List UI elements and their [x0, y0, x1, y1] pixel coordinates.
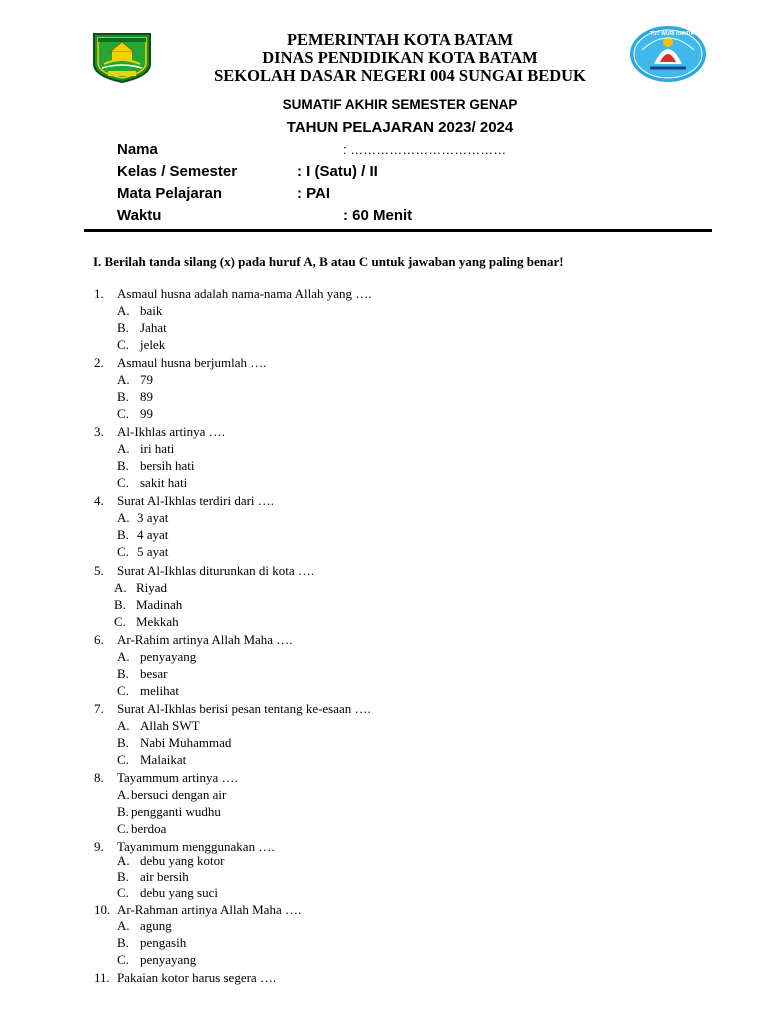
question-text: Ar-Rahim artinya Allah Maha ….: [117, 632, 293, 647]
info-label-name: Nama: [117, 141, 158, 158]
option-letter[interactable]: B.: [117, 735, 129, 750]
question-number: 10.: [94, 902, 111, 917]
info-label-subject: Mata Pelajaran: [117, 185, 223, 202]
option-letter[interactable]: B.: [117, 527, 129, 542]
info-label-class: Kelas / Semester: [117, 163, 238, 180]
option-letter[interactable]: B.: [117, 935, 129, 950]
option-letter[interactable]: C.: [117, 544, 129, 559]
info-value-name: : ………………………………: [343, 142, 507, 157]
option-text: 4 ayat: [137, 527, 169, 542]
question-text: Al-Ikhlas artinya ….: [117, 424, 225, 439]
option-letter[interactable]: C.: [117, 952, 129, 967]
option-text: debu yang kotor: [140, 853, 225, 868]
option-letter[interactable]: A.: [117, 787, 130, 802]
header-line-3: SEKOLAH DASAR NEGERI 004 SUNGAI BEDUK: [214, 66, 586, 85]
option-letter[interactable]: C.: [117, 475, 129, 490]
option-letter[interactable]: A.: [117, 441, 130, 456]
question-text: Tayammum menggunakan ….: [117, 839, 275, 854]
header-line-1: PEMERINTAH KOTA BATAM: [286, 30, 514, 49]
info-value-class: : I (Satu) / II: [297, 163, 378, 180]
option-text: besar: [140, 666, 168, 681]
option-text: Allah SWT: [140, 718, 200, 733]
option-text: baik: [140, 303, 163, 318]
option-text: debu yang suci: [140, 885, 218, 900]
option-letter[interactable]: C.: [117, 821, 129, 836]
option-letter[interactable]: B.: [117, 458, 129, 473]
option-letter[interactable]: B.: [114, 597, 126, 612]
instruction-text: I. Berilah tanda silang (x) pada huruf A, B atau C untuk jawaban yang paling benar!: [93, 254, 564, 269]
option-letter[interactable]: C.: [117, 337, 129, 352]
info-value-time: : 60 Menit: [343, 207, 413, 224]
question-text: Asmaul husna adalah nama-nama Allah yang ….: [117, 286, 372, 301]
question-text: Surat Al-Ikhlas diturunkan di kota ….: [117, 563, 315, 578]
option-text: air bersih: [140, 869, 189, 884]
option-text: sakit hati: [140, 475, 188, 490]
option-letter[interactable]: C.: [117, 885, 129, 900]
option-letter[interactable]: A.: [117, 372, 130, 387]
option-letter[interactable]: A.: [117, 510, 130, 525]
option-text: Madinah: [136, 597, 183, 612]
exam-year: TAHUN PELAJARAN 2023/ 2024: [286, 119, 514, 136]
option-letter[interactable]: A.: [117, 718, 130, 733]
question-number: 6.: [94, 632, 104, 647]
question-number: 9.: [94, 839, 104, 854]
option-letter[interactable]: B.: [117, 389, 129, 404]
option-letter[interactable]: A.: [117, 303, 130, 318]
option-text: pengganti wudhu: [131, 804, 221, 819]
option-text: melihat: [140, 683, 179, 698]
question-text: Surat Al-Ikhlas terdiri dari ….: [117, 493, 275, 508]
option-text: penyayang: [140, 649, 197, 664]
option-text: jelek: [140, 337, 166, 352]
option-text: pengasih: [140, 935, 187, 950]
question-number: 3.: [94, 424, 104, 439]
option-text: Jahat: [140, 320, 167, 335]
option-text: Malaikat: [140, 752, 187, 767]
option-letter[interactable]: A.: [114, 580, 127, 595]
option-letter[interactable]: A.: [117, 853, 130, 868]
info-value-subject: : PAI: [297, 185, 331, 202]
option-letter[interactable]: B.: [117, 666, 129, 681]
option-letter[interactable]: A.: [117, 649, 130, 664]
header-divider: [84, 229, 712, 232]
option-letter[interactable]: B.: [117, 869, 129, 884]
option-text: iri hati: [140, 441, 175, 456]
question-text: Asmaul husna berjumlah ….: [117, 355, 267, 370]
option-text: berdoa: [131, 821, 167, 836]
option-text: 5 ayat: [137, 544, 169, 559]
option-text: 89: [140, 389, 153, 404]
question-number: 4.: [94, 493, 104, 508]
option-letter[interactable]: A.: [117, 918, 130, 933]
question-number: 1.: [94, 286, 104, 301]
info-label-time: Waktu: [117, 207, 162, 224]
option-text: bersih hati: [140, 458, 195, 473]
option-letter[interactable]: C.: [117, 406, 129, 421]
option-text: 3 ayat: [137, 510, 169, 525]
question-text: Tayammum artinya ….: [117, 770, 238, 785]
option-letter[interactable]: C.: [117, 683, 129, 698]
option-text: bersuci dengan air: [131, 787, 227, 802]
option-text: Nabi Muhammad: [140, 735, 232, 750]
question-number: 5.: [94, 563, 104, 578]
question-number: 11.: [94, 970, 110, 985]
question-number: 8.: [94, 770, 104, 785]
question-text: Ar-Rahman artinya Allah Maha ….: [117, 902, 302, 917]
emblem-motto-label: TUT WURI HANDAYANI: [650, 31, 705, 37]
option-text: Mekkah: [136, 614, 179, 629]
option-text: agung: [140, 918, 172, 933]
option-text: 79: [140, 372, 153, 387]
question-text: Pakaian kotor harus segera ….: [117, 970, 277, 985]
option-text: 99: [140, 406, 153, 421]
option-letter[interactable]: C.: [114, 614, 126, 629]
exam-title: [150, 97, 650, 112]
option-letter[interactable]: B.: [117, 804, 129, 819]
option-text: penyayang: [140, 952, 197, 967]
header-line-2: DINAS PENDIDIKAN KOTA BATAM: [262, 48, 538, 67]
option-text: Riyad: [136, 580, 168, 595]
exam-title-text: SUMATIF AKHIR SEMESTER GENAP: [282, 97, 518, 112]
question-number: 2.: [94, 355, 104, 370]
question-text: Surat Al-Ikhlas berisi pesan tentang ke-esaan ….: [117, 701, 371, 716]
question-number: 7.: [94, 701, 104, 716]
option-letter[interactable]: C.: [117, 752, 129, 767]
option-letter[interactable]: B.: [117, 320, 129, 335]
